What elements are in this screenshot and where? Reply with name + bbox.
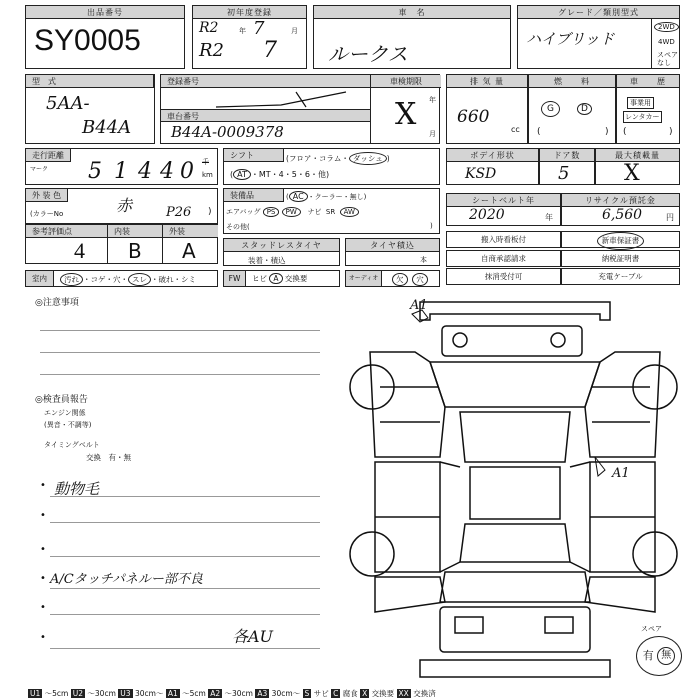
first-reg-era: R2 bbox=[199, 20, 219, 36]
interior-condition-items: 汚れ ・コゲ・穴・ スレ ・破れ・シミ bbox=[60, 273, 196, 286]
report-entry-3: 各AU bbox=[232, 627, 274, 646]
history-label: 車 歴 bbox=[617, 75, 679, 88]
lot-number-label: 出品番号 bbox=[26, 6, 184, 19]
doors-label: ドア数 bbox=[540, 149, 594, 162]
mileage-digit-4: 4 bbox=[160, 159, 174, 184]
color-no-label: (カラーNo bbox=[30, 210, 64, 218]
registration-box bbox=[160, 74, 440, 144]
history-business: 事業用 bbox=[627, 97, 654, 109]
doc-approval: 自商承認請求 bbox=[446, 250, 561, 267]
tire-load-label: タイヤ積込 bbox=[346, 239, 439, 252]
history-paren-open: ( bbox=[623, 127, 627, 137]
color-value: 赤 bbox=[116, 196, 133, 215]
inspection-label: 車検期限 bbox=[371, 75, 441, 88]
color-paren-close: ) bbox=[208, 207, 212, 217]
audio-box bbox=[345, 270, 440, 287]
studless-options: 装着・積込 bbox=[248, 256, 286, 265]
first-reg-month-2: 7 bbox=[263, 38, 277, 63]
shift-label: シフト bbox=[224, 149, 284, 162]
mileage-digit-1: 5 bbox=[88, 159, 102, 184]
equipment-row-2: エアバッグ PS PW ナビ SR AW bbox=[226, 207, 359, 217]
shift-paren-open: ( bbox=[286, 154, 289, 163]
displacement-box bbox=[446, 74, 528, 144]
doors-value: 5 bbox=[558, 163, 570, 184]
audio-label: オーディオ bbox=[348, 275, 379, 282]
grade-box bbox=[517, 5, 680, 69]
spare-label: スペア bbox=[641, 625, 662, 633]
body-type-label: ボデイ形状 bbox=[447, 149, 538, 162]
displacement-label: 排 気 量 bbox=[447, 75, 527, 88]
chassis-label: 車台番号 bbox=[161, 109, 371, 122]
legend: U1 ～5cm U2 ～30cm U3 30cm～ A1 ～5cm A2 ～30cm A3 30cm～ S サビ C 腐食 X 交換要 XX 交換済 bbox=[30, 689, 436, 698]
inspection-year-unit: 年 bbox=[429, 96, 436, 104]
notes-label: ◎注意事項 bbox=[35, 298, 79, 308]
fw-label: FW bbox=[228, 274, 241, 283]
car-name-value: ルークス bbox=[328, 42, 408, 66]
history-rental: レンタカー bbox=[625, 113, 660, 121]
color-label: 外 装 色 bbox=[26, 189, 68, 202]
studless-box bbox=[223, 238, 340, 266]
lot-number-box bbox=[25, 5, 185, 69]
seatbelt-box bbox=[446, 193, 561, 226]
model-label: 型 式 bbox=[26, 75, 154, 88]
recycle-label: リサイクル預託金 bbox=[562, 194, 679, 207]
first-reg-month-unit: 月 bbox=[291, 27, 298, 35]
drive-2wd: 2WD bbox=[654, 22, 679, 32]
damage-label-side: A1 bbox=[612, 466, 630, 481]
shift-paren-close: ) bbox=[386, 154, 390, 163]
mileage-digit-5: 0 bbox=[180, 159, 194, 184]
engine-sub: (異音・不調等) bbox=[44, 421, 92, 429]
mileage-label: 走行距離 bbox=[26, 149, 71, 162]
capacity-label: 最大積載量 bbox=[596, 149, 679, 162]
equipment-row-1: ( AC ・クーラー・無し) bbox=[286, 192, 367, 201]
shift-types: ( AT ・MT・4・5・6・他) bbox=[230, 170, 330, 179]
ref-score-label: 参考評価点 bbox=[26, 225, 108, 238]
recycle-box bbox=[561, 193, 680, 226]
diagram-rear bbox=[440, 607, 590, 652]
first-registration-box bbox=[192, 5, 307, 69]
car-name-label: 車 名 bbox=[314, 6, 510, 19]
shift-positions: (フロア・コラム・ ダッシュ ) bbox=[286, 154, 390, 163]
equipment-other: その他( bbox=[226, 223, 250, 231]
history-box bbox=[616, 74, 680, 144]
spare-has: 有 bbox=[642, 649, 654, 662]
history-paren-close: ) bbox=[669, 127, 673, 137]
model-box bbox=[25, 74, 155, 144]
interior-condition-label: 室内 bbox=[32, 274, 47, 283]
body-type-value: KSD bbox=[465, 166, 497, 182]
report-entry-1: 動物毛 bbox=[54, 480, 100, 498]
seatbelt-value: 2020 bbox=[469, 207, 505, 223]
equipment-other-close: ) bbox=[430, 222, 433, 230]
seatbelt-label: シートベルト年 bbox=[447, 194, 560, 207]
grade-value: ハイブリッド bbox=[526, 30, 615, 48]
spare-none: スペア なし bbox=[657, 51, 678, 67]
tire-load-box bbox=[345, 238, 440, 266]
spare-circle bbox=[636, 636, 682, 676]
audio-items: 欠 穴 bbox=[392, 273, 428, 286]
fuel-paren-open: ( bbox=[537, 127, 541, 137]
doors-box bbox=[539, 148, 595, 185]
drive-4wd: 4WD bbox=[658, 38, 675, 46]
car-name-box bbox=[313, 5, 511, 69]
fw-items: ヒビ A 交換要 bbox=[252, 274, 308, 283]
doc-signboard: 搬入時看板付 bbox=[446, 231, 561, 248]
diagram-hood bbox=[442, 326, 582, 356]
first-registration-label: 初年度登録 bbox=[193, 6, 306, 19]
mileage-mark-label: マーク bbox=[30, 166, 49, 173]
fw-box bbox=[223, 270, 340, 287]
displacement-value: 660 bbox=[457, 107, 490, 127]
mileage-unit: km bbox=[202, 171, 213, 179]
report-entry-2: A/Cタッチパネルー部不良 bbox=[50, 572, 203, 587]
capacity-box bbox=[595, 148, 680, 185]
timing-label: タイミングベルト bbox=[44, 441, 100, 449]
shift-box bbox=[223, 148, 440, 185]
lot-number-value: SY0005 bbox=[34, 24, 141, 57]
fuel-paren-close: ) bbox=[605, 127, 609, 137]
equipment-box bbox=[223, 188, 440, 234]
color-box bbox=[25, 188, 218, 224]
color-code: P26 bbox=[166, 205, 192, 220]
mileage-digit-2: 1 bbox=[114, 159, 128, 184]
report-label: ◎検査員報告 bbox=[35, 395, 88, 405]
doc-charging-cable: 充電ケーブル bbox=[561, 268, 680, 285]
fuel-box bbox=[528, 74, 616, 144]
inspection-mark: X bbox=[395, 97, 417, 132]
timing-options: 交換 有・無 bbox=[86, 453, 131, 462]
doc-warranty: 新車保証書 bbox=[561, 231, 680, 248]
equipment-label: 装備品 bbox=[224, 189, 284, 202]
mileage-box bbox=[25, 148, 218, 185]
ref-score-value: 4 bbox=[74, 238, 85, 263]
interior-score-label: 内装 bbox=[108, 225, 163, 238]
interior-score-value: B bbox=[128, 239, 142, 263]
mileage-struck-unit: 千 bbox=[202, 158, 209, 166]
displacement-unit: cc bbox=[511, 125, 520, 134]
exterior-score-label: 外装 bbox=[163, 225, 218, 238]
first-reg-month: 7 bbox=[253, 18, 265, 39]
studless-label: スタッドレスタイヤ bbox=[224, 239, 339, 252]
recycle-unit: 円 bbox=[666, 213, 674, 222]
tire-load-unit: 本 bbox=[420, 256, 427, 264]
doc-cancel: 抹消受付可 bbox=[446, 268, 561, 285]
capacity-value: X bbox=[624, 161, 640, 186]
mileage-digit-3: 4 bbox=[138, 159, 152, 184]
wheel-rear-left bbox=[350, 532, 394, 576]
engine-label: エンジン関係 bbox=[44, 409, 86, 417]
body-type-box bbox=[446, 148, 539, 185]
damage-label-top: A1 bbox=[410, 298, 428, 313]
diagram-bumper bbox=[420, 660, 610, 677]
model-value-2: B44A bbox=[82, 117, 132, 138]
inspection-month-unit: 月 bbox=[429, 130, 436, 138]
spare-none-option: 無 bbox=[657, 647, 675, 665]
fuel-label: 燃 料 bbox=[529, 75, 615, 88]
exterior-score-value: A bbox=[182, 239, 196, 263]
recycle-value: 6,560 bbox=[602, 207, 643, 223]
diagram-roof bbox=[420, 302, 610, 320]
registration-label: 登録番号 bbox=[161, 75, 371, 88]
seatbelt-unit: 年 bbox=[545, 213, 553, 222]
interior-condition-box bbox=[25, 270, 218, 287]
grade-label: グレード／類別型式 bbox=[518, 6, 679, 19]
fuel-g: G bbox=[541, 101, 560, 117]
fuel-d: D bbox=[577, 103, 592, 115]
scores-box bbox=[25, 224, 218, 264]
model-value-1: 5AA- bbox=[46, 93, 90, 114]
doc-tax: 納税証明書 bbox=[561, 250, 680, 267]
first-reg-era-2: R2 bbox=[199, 40, 225, 61]
chassis-value: B44A-0009378 bbox=[171, 123, 284, 141]
first-reg-year-unit: 年 bbox=[239, 27, 246, 35]
